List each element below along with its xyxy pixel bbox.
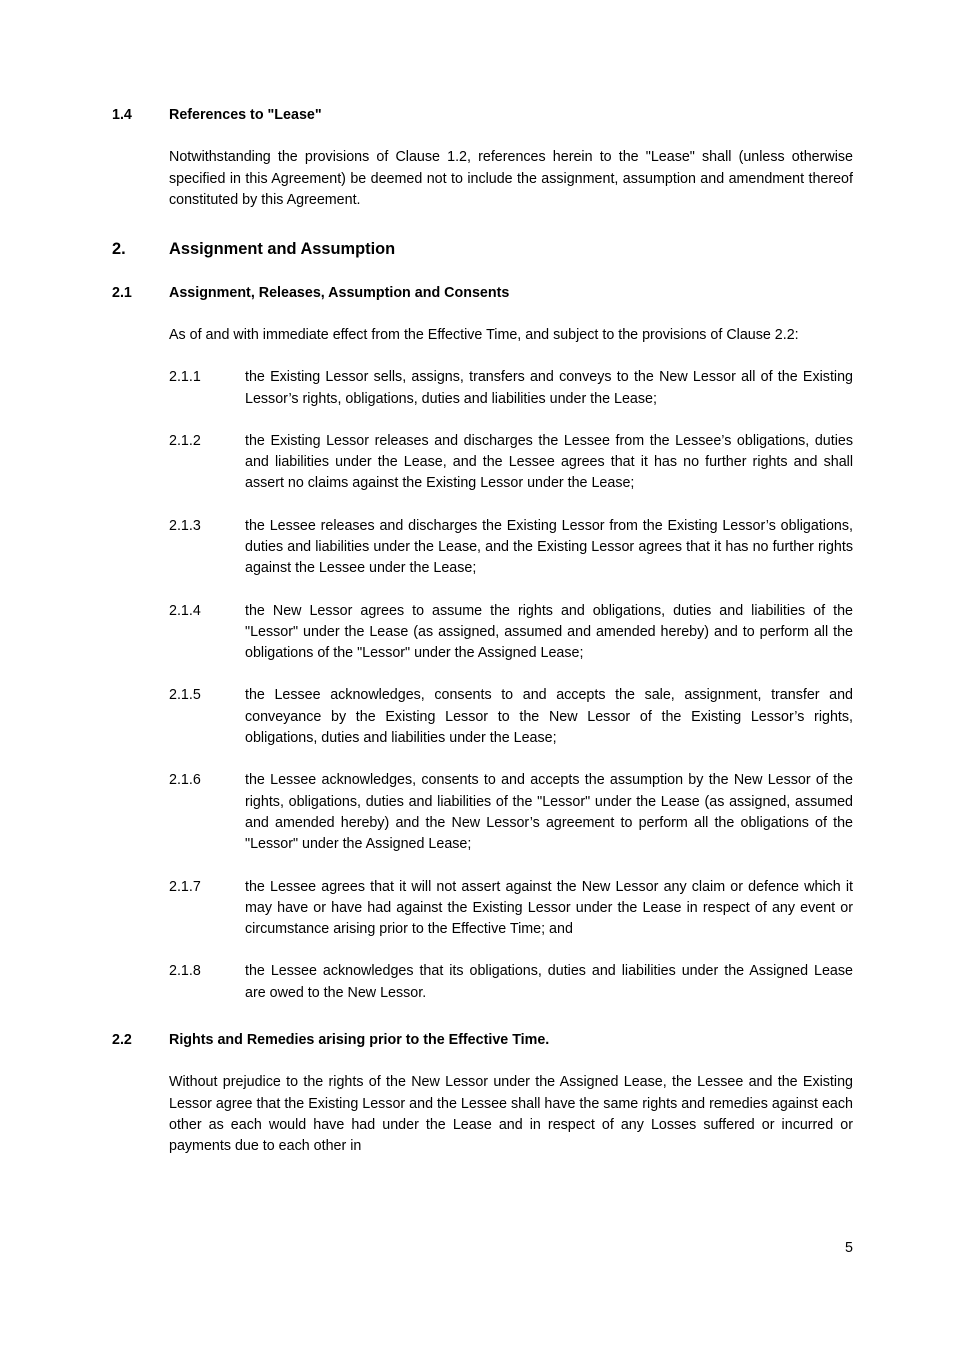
section-number: 2. [112,240,126,259]
clause-number: 2.2 [112,1032,132,1049]
subclause-text: the Existing Lessor sells, assigns, transfers and conveys to the New Lessor all of the Existing Lessor’s rights, obligations, duties and liabilities under the Lease; [245,369,853,407]
page-number: 5 [845,1240,853,1256]
subclause-text: the Lessee acknowledges that its obligations, duties and liabilities under the Assigned Lease are owed to the New Lessor. [245,963,853,1001]
clause-title: Assignment, Releases, Assumption and Consents [169,284,510,301]
clause-heading-2-2 [112,1030,853,1051]
subclause-2-1-7 [169,877,853,941]
subclause-number: 2.1.7 [169,878,201,895]
clause-title: References to "Lease" [169,107,322,123]
section-heading-2 [112,237,853,261]
paragraph-1-4: Notwithstanding the provisions of Clause 1.2, references herein to the "Lease" shall (unless otherwise specified in this Agreement) be deemed not to include the assignment, assumption and amendment thereof constituted by this Agreement. [169,149,853,208]
subclause-text: the New Lessor agrees to assume the rights and obligations, duties and liabilities of the "Lessor" under the Lease (as assigned, assumed and amended hereby) and to perform all the obligations of the "Lessor" under the Assigned Lease; [245,602,853,662]
subclause-number: 2.1.6 [169,772,201,789]
subclause-2-1-4 [169,601,853,665]
clause-number: 1.4 [112,107,132,123]
paragraph-2-1-intro: As of and with immediate effect from the Effective Time, and subject to the provisions of Clause 2.2: [169,326,799,343]
subclause-text: the Lessee releases and discharges the Existing Lessor from the Existing Lessor’s obligations, duties and liabilities under the Lease, and the Existing Lessor agrees that it has no further rights against the Lessee under the Lease; [245,517,853,577]
subclause-number: 2.1.4 [169,602,201,619]
clause-heading-2-1 [112,283,853,304]
subclause-text: the Lessee agrees that it will not assert against the New Lessor any claim or defence which it may have or have had against the Existing Lessor under the Lease in respect of any event or circumstance arising prior to the Effective Time; and [245,878,853,938]
subclause-2-1-8 [169,961,853,1004]
subclause-number: 2.1.3 [169,517,201,534]
subclause-2-1-3 [169,516,853,580]
clause-title: Rights and Remedies arising prior to the Effective Time. [169,1032,550,1049]
document-body [112,105,853,1158]
subclause-number: 2.1.5 [169,687,201,704]
clause-heading-1-4 [112,105,853,126]
subclause-2-1-5 [169,685,853,749]
subclause-2-1-1 [169,367,853,410]
subclause-text: the Existing Lessor releases and discharges the Lessee from the Lessee’s obligations, duties and liabilities under the Lease, and the Lessee agrees that it has no further rights and shall assert no claims against the Existing Lessor under the Lease; [245,432,853,492]
subclause-2-1-6 [169,770,853,855]
subclause-2-1-2 [169,431,853,495]
section-title: Assignment and Assumption [169,240,396,259]
subclause-text: the Lessee acknowledges, consents to and accepts the assumption by the New Lessor of the rights, obligations, duties and liabilities of the "Lessor" under the Lease (as assigned, assumed and amended hereby) and the New Lessor’s agreement to perform all the obligations of the "Lessor" under the Assigned Lease; [245,772,853,853]
subclause-number: 2.1.8 [169,963,201,980]
clause-number: 2.1 [112,284,132,301]
subclause-number: 2.1.2 [169,432,201,449]
subclause-text: the Lessee acknowledges, consents to and accepts the sale, assignment, transfer and conveyance by the Existing Lessor to the New Lessor of the Existing Lessor’s rights, obligations, duties and liabilities under the Lease; [245,687,853,747]
paragraph-2-2: Without prejudice to the rights of the New Lessor under the Assigned Lease, the Lessee and the Existing Lessor agree that the Existing Lessor and the Lessee shall have the same rights and remedies against each other as each would have had under the Lease and in respect of any Losses suffered or incurred or payments due to each other in [169,1074,853,1155]
subclause-number: 2.1.1 [169,369,201,386]
